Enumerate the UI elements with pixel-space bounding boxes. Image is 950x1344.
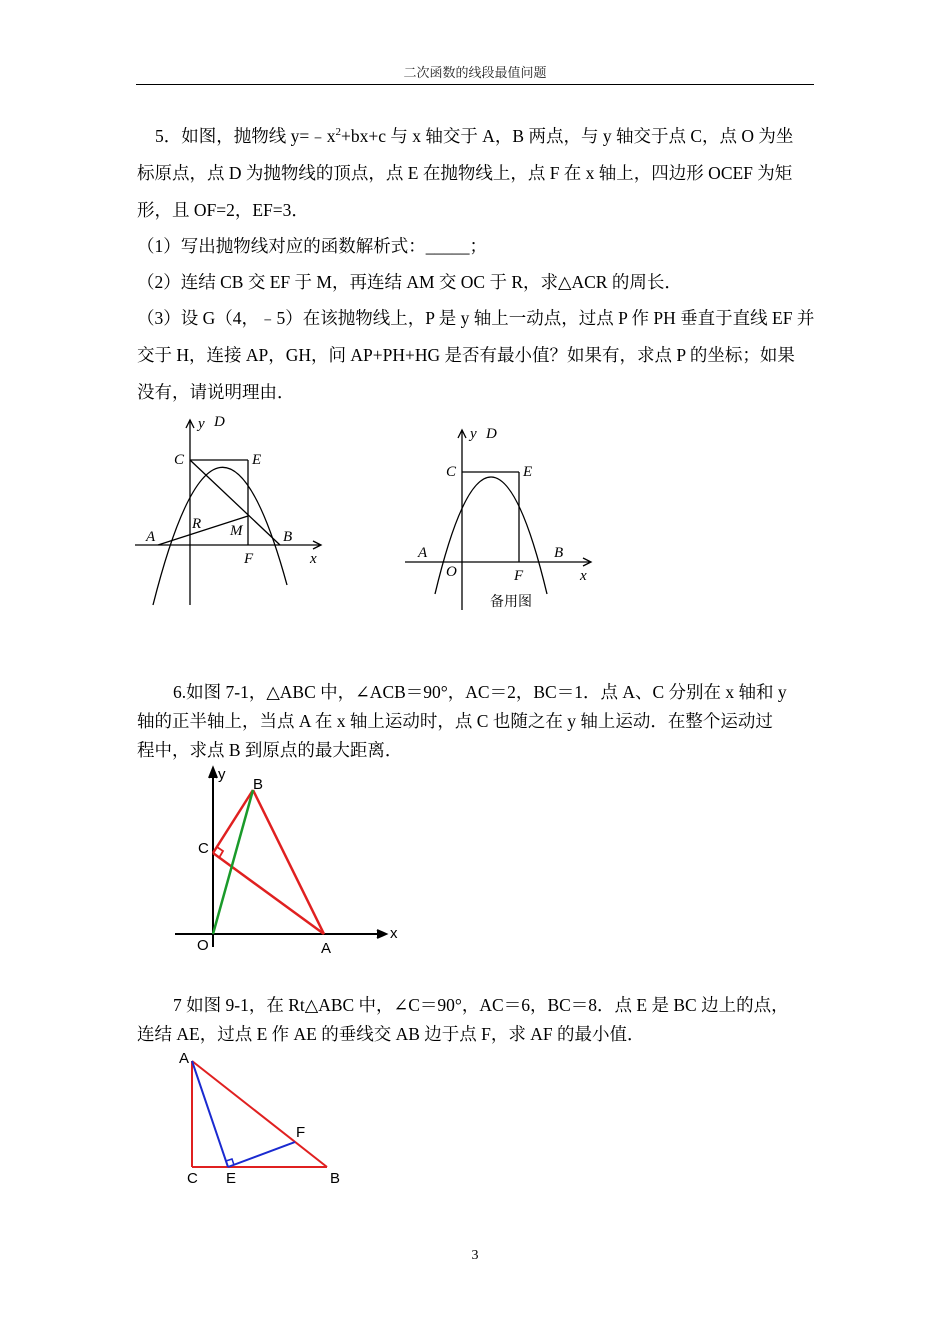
label-x: x (580, 568, 587, 584)
segment-CB (213, 790, 253, 853)
label-O: O (446, 564, 457, 580)
label-A: A (179, 1050, 190, 1067)
label-B: B (330, 1170, 341, 1187)
problem5-line1-b: +bx+c 与 x 轴交于 A，B 两点，与 y 轴交于点 C，点 O 为坐 (341, 126, 794, 146)
x-axis-arrow (377, 930, 386, 938)
label-A: A (321, 940, 332, 957)
label-O: O (197, 937, 209, 954)
segment-BA (253, 790, 324, 934)
label-B: B (283, 529, 293, 545)
label-x: x (310, 551, 317, 567)
problem5-question3-line2: 交于 H，连接 AP，GH，问 AP+PH+HG 是否有最小值？如果有，求点 P 的坐标；如果 (137, 345, 795, 365)
problem6-line2: 轴的正半轴上，当点 A 在 x 轴上运动时，点 C 也随之在 y 轴上运动．在整个运动过 (137, 711, 773, 731)
problem5-line2: 标原点，点 D 为抛物线的顶点，点 E 在抛物线上，点 F 在 x 轴上，四边形 OCEF 为矩 (137, 163, 793, 183)
problem5-question2: （2）连结 CB 交 EF 于 M，再连结 AM 交 OC 于 R，求△ACR 的周长． (137, 272, 682, 292)
label-C: C (446, 464, 457, 480)
label-R: R (192, 516, 202, 532)
problem5-exponent: 2 (335, 126, 341, 139)
page-number: 3 (471, 1248, 479, 1263)
label-B: B (253, 776, 264, 793)
label-F: F (244, 551, 254, 567)
label-C: C (198, 840, 209, 857)
segment-CA (213, 853, 324, 934)
label-y: y (198, 416, 205, 432)
problem5-line1 (137, 118, 817, 154)
label-y: y (218, 766, 226, 783)
label-D: D (486, 426, 497, 442)
label-E: E (226, 1170, 237, 1187)
problem5-line3: 形，且 OF=2，EF=3． (137, 200, 309, 220)
segment-OB (213, 790, 253, 934)
problem7-line2: 连结 AE，过点 E 作 AE 的垂线交 AB 边于点 F，求 AF 的最小值． (137, 1024, 645, 1044)
label-C: C (174, 452, 185, 468)
header-rule (136, 84, 814, 85)
label-M: M (230, 523, 243, 539)
label-B: B (554, 545, 564, 561)
segment-AE (192, 1061, 228, 1167)
label-D: D (214, 414, 225, 430)
problem6-line3: 程中，求点 B 到原点的最大距离． (137, 740, 403, 760)
problem7-figure (175, 1050, 355, 1190)
segment-EF (228, 1142, 295, 1167)
spare-figure-caption: 备用图 (490, 594, 532, 610)
label-F: F (514, 568, 524, 584)
problem5-question1: （1）写出抛物线对应的函数解析式：_____； (137, 236, 487, 256)
label-x: x (390, 925, 398, 942)
page-header: 二次函数的线段最值问题 (403, 65, 547, 80)
label-y: y (470, 426, 477, 442)
label-A: A (418, 545, 428, 561)
problem6-figure (170, 762, 410, 962)
label-A: A (146, 529, 156, 545)
problem7-line1: 7 如图 9-1，在 Rt△ABC 中，∠C＝90°，AC＝6，BC＝8．点 E 是 BC 边上的点， (173, 995, 789, 1015)
problem5-figure-main (130, 410, 330, 610)
segment-AB (192, 1061, 327, 1167)
label-E: E (252, 452, 262, 468)
y-axis-arrow (209, 768, 217, 778)
problem5-question3-line3: 没有，请说明理由． (137, 382, 295, 402)
label-E: E (523, 464, 533, 480)
label-F: F (296, 1124, 306, 1141)
label-C: C (187, 1170, 198, 1187)
problem5-line1-a: 5．如图，抛物线 y=﹣x (155, 126, 336, 146)
problem6-line1: 6.如图 7-1，△ABC 中，∠ACB＝90°，AC＝2，BC＝1．点 A、C 分别在 x 轴和 y (173, 682, 787, 702)
problem5-figure-spare (400, 422, 600, 617)
problem5-question3-line1: （3）设 G（4，﹣5）在该抛物线上，P 是 y 轴上一动点，过点 P 作 PH 垂直于直线 EF 并 (137, 308, 815, 328)
